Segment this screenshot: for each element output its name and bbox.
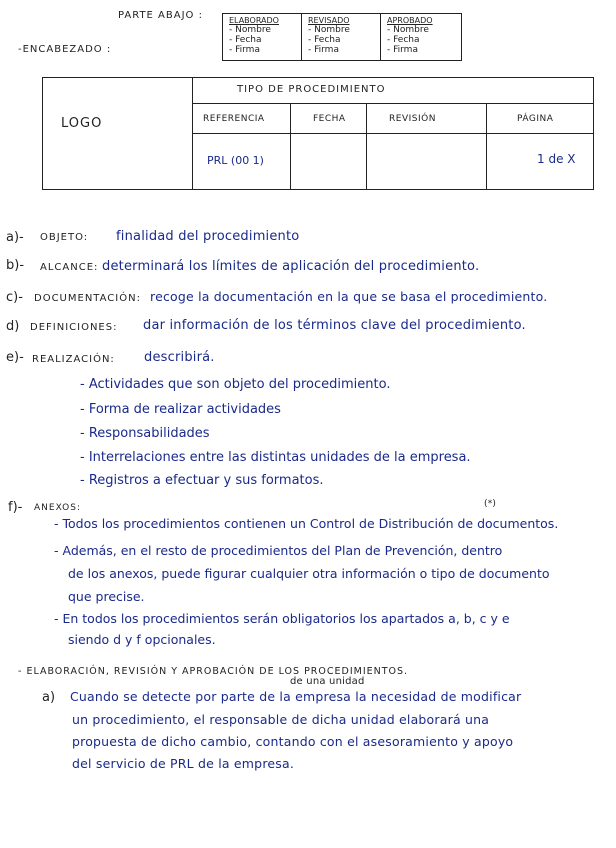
section-e-text: describirá. [144,350,215,365]
signoff-title: ELABORADO [229,16,279,25]
signoff-line: - Firma [308,45,339,55]
logo-cell [43,78,193,189]
col-revision-header [367,104,487,134]
procedure-header-table [42,77,594,190]
signoff-line: - Firma [229,45,260,55]
logo-placeholder: LOGO [61,116,103,131]
col-fecha-label: FECHA [313,114,346,124]
section-e-item: - Interrelaciones entre las distintas unidades de la empresa. [80,450,471,465]
referencia-value: PRL (00 1) [207,154,264,167]
annex-item: - Todos los procedimientos contienen un Control de Distribución de documentos. [54,516,559,531]
section-e-item: - Registros a efectuar y sus formatos. [80,473,324,488]
tipo-procedimiento-cell [193,78,593,104]
signoff-line: - Nombre [229,25,271,35]
signoff-line: - Fecha [387,35,420,45]
section-b-label: ALCANCE: [40,262,99,273]
header-label: -ENCABEZADO : [18,44,112,55]
annex-item-continuation: que precise. [68,589,145,604]
signoff-aprobado-box [380,13,462,61]
elaboration-heading: - ELABORACIÓN, REVISIÓN Y APROBACIÓN DE LOS PROCEDIMIENTOS. [18,666,409,677]
col-referencia-header [193,104,291,134]
revision-value-cell [367,134,487,189]
section-a-text: finalidad del procedimiento [116,229,300,244]
section-e-marker: e)- [6,350,24,365]
signoff-line: - Firma [387,45,418,55]
elaboration-line: del servicio de PRL de la empresa. [72,756,295,771]
fecha-value-cell [291,134,367,189]
signoff-title: APROBADO [387,16,433,25]
section-b-marker: b)- [6,258,25,273]
signoff-revisado-box [301,13,381,61]
section-f-label: ANEXOS: [34,503,81,513]
signoff-elaborado-box [222,13,302,61]
section-a-marker: a)- [6,230,24,245]
section-f-marker: f)- [8,500,23,515]
section-c-text: recoge la documentación en la que se basa el procedimiento. [150,289,548,304]
section-f-star-note: (*) [484,499,497,509]
elaboration-insert-note: de una unidad [290,676,365,687]
referencia-value-cell [193,134,291,189]
elaboration-line: un procedimiento, el responsable de dicha unidad elaborará una [72,712,490,727]
elaboration-line: propuesta de dicho cambio, contando con el asesoramiento y apoyo [72,734,514,749]
annex-item: - En todos los procedimientos serán obligatorios los apartados a, b, c y e [54,611,510,626]
section-e-item: - Actividades que son objeto del procedimiento. [80,377,391,392]
section-d-marker: d) [6,319,20,334]
annex-item: - Además, en el resto de procedimientos del Plan de Prevención, dentro [54,543,503,558]
section-a-label: OBJETO: [40,232,89,243]
col-fecha-header [291,104,367,134]
signoff-title: REVISADO [308,16,350,25]
annex-item-continuation: de los anexos, puede figurar cualquier otra información o tipo de documento [68,566,550,581]
pagina-value-cell [487,134,593,189]
col-pagina-label: PÁGINA [517,114,554,124]
section-e-item: - Responsabilidades [80,426,210,441]
signoff-line: - Fecha [229,35,262,45]
section-e-label: REALIZACIÓN: [32,354,115,365]
signoff-line: - Nombre [308,25,350,35]
annex-item-continuation: siendo d y f opcionales. [68,632,216,647]
section-c-marker: c)- [6,290,23,305]
pagina-value: 1 de X [537,152,576,166]
elaboration-line: Cuando se detecte por parte de la empresa la necesidad de modificar [70,689,522,704]
section-c-label: DOCUMENTACIÓN: [34,293,141,304]
section-d-text: dar información de los términos clave del procedimiento. [143,318,526,333]
tipo-procedimiento-title: TIPO DE PROCEDIMIENTO [237,84,386,95]
signoff-line: - Nombre [387,25,429,35]
footer-label: PARTE ABAJO : [118,10,203,21]
section-e-item: - Forma de realizar actividades [80,402,281,417]
section-b-text: determinará los límites de aplicación del procedimiento. [102,259,480,274]
col-pagina-header [487,104,593,134]
col-revision-label: REVISIÓN [389,114,436,124]
signoff-line: - Fecha [308,35,341,45]
col-referencia-label: REFERENCIA [203,114,265,124]
elaboration-a-marker: a) [42,690,56,705]
section-d-label: DEFINICIONES: [30,322,118,333]
